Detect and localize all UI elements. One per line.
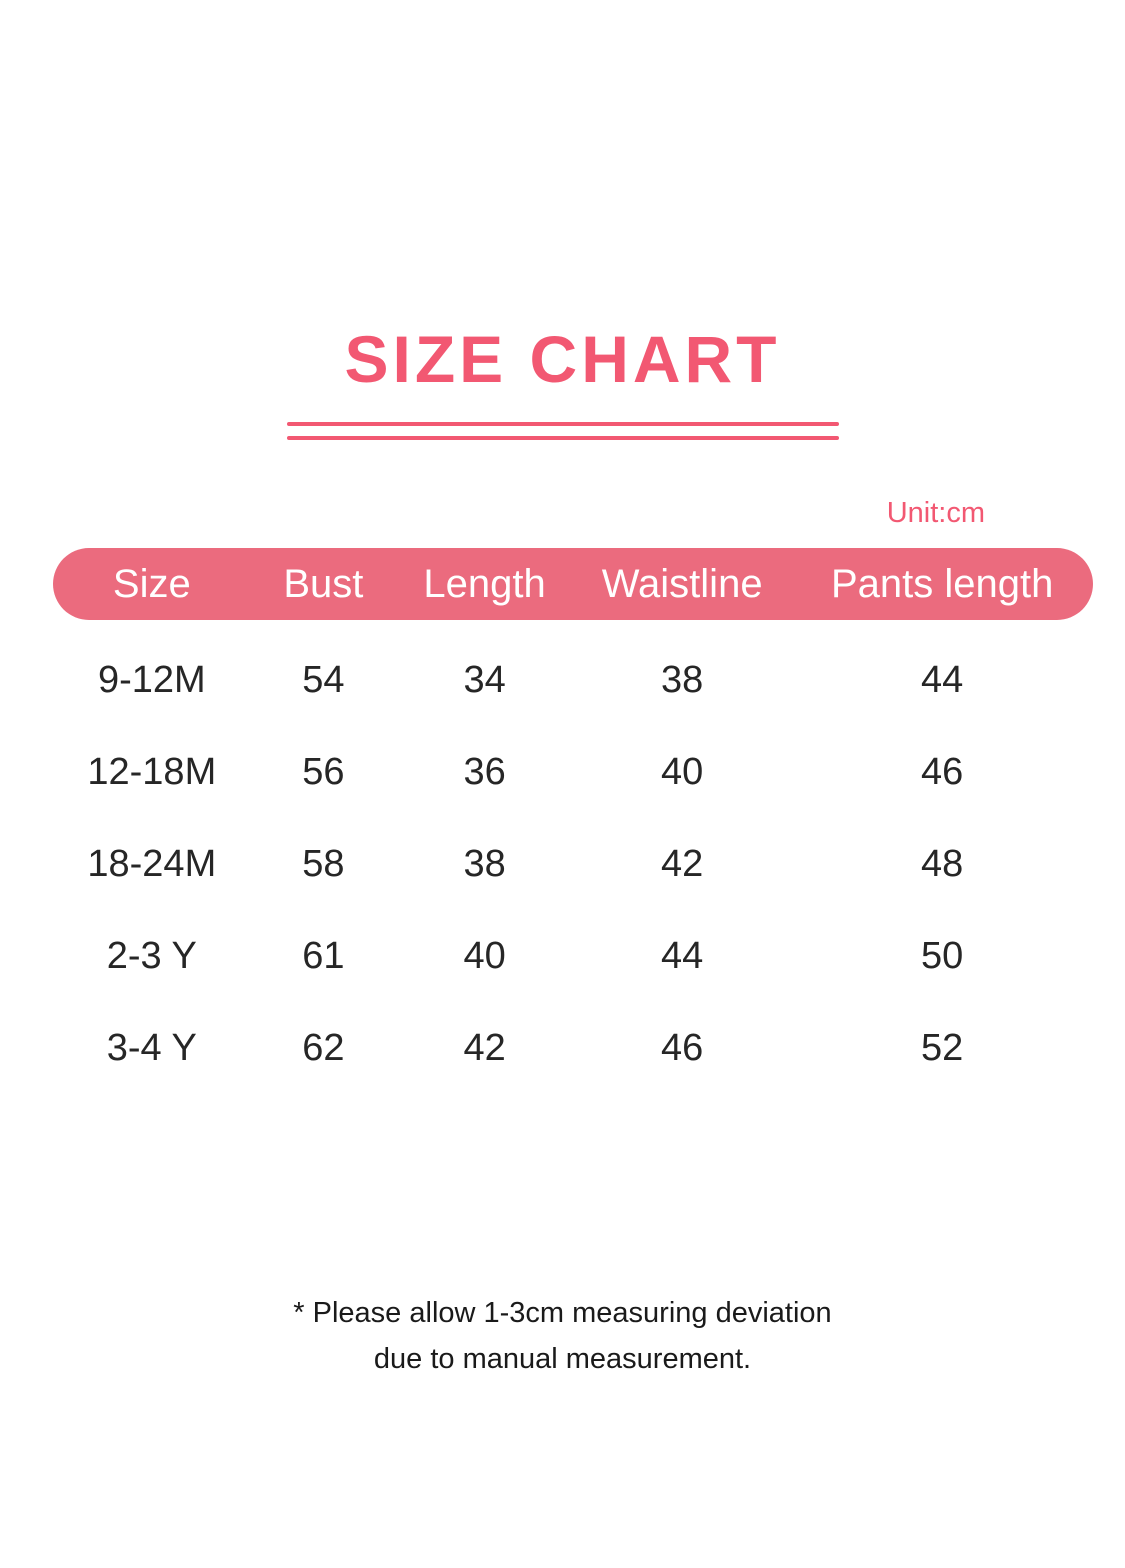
size-cell: 9-12M (97, 658, 206, 701)
title-underline (0, 422, 1125, 440)
column-header-pants-length: Pants length (830, 561, 1054, 606)
length-cell: 36 (463, 750, 506, 793)
bust-cell: 54 (302, 658, 345, 701)
size-cell: 3-4 Y (106, 1026, 197, 1069)
table-body (53, 634, 1093, 1094)
waistline-cell: 40 (661, 750, 704, 793)
table-header-row (53, 548, 1093, 620)
pants-length-cell: 46 (921, 750, 964, 793)
page-title: SIZE CHART (344, 322, 781, 396)
unit-label: Unit:cm (886, 497, 985, 529)
table-row (53, 634, 1093, 726)
waistline-cell: 42 (661, 842, 704, 885)
waistline-cell: 44 (661, 934, 704, 977)
size-table (53, 548, 1093, 1094)
table-row (53, 910, 1093, 1002)
size-cell: 2-3 Y (106, 934, 197, 977)
bust-cell: 62 (302, 1026, 345, 1069)
pants-length-cell: 50 (921, 934, 964, 977)
table-row (53, 1002, 1093, 1094)
bust-cell: 56 (302, 750, 345, 793)
waistline-cell: 46 (661, 1026, 704, 1069)
pants-length-cell: 44 (921, 658, 964, 701)
pants-length-cell: 52 (921, 1026, 964, 1069)
column-header-bust: Bust (283, 561, 364, 606)
column-header-waistline: Waistline (601, 561, 763, 606)
bust-cell: 58 (302, 842, 345, 885)
disclaimer-line-2: due to manual measurement. (373, 1343, 752, 1375)
table-row (53, 726, 1093, 818)
length-cell: 40 (463, 934, 506, 977)
title-underline-top (287, 422, 839, 426)
measurement-disclaimer (0, 1290, 1125, 1382)
length-cell: 34 (463, 658, 506, 701)
length-cell: 38 (463, 842, 506, 885)
table-row (53, 818, 1093, 910)
bust-cell: 61 (302, 934, 345, 977)
pants-length-cell: 48 (921, 842, 964, 885)
disclaimer-line-1: * Please allow 1-3cm measuring deviation (293, 1297, 832, 1329)
column-header-length: Length (423, 561, 546, 606)
size-cell: 12-18M (87, 750, 217, 793)
column-header-size: Size (112, 561, 191, 606)
waistline-cell: 38 (661, 658, 704, 701)
length-cell: 42 (463, 1026, 506, 1069)
title-underline-bottom (287, 436, 839, 440)
size-cell: 18-24M (87, 842, 217, 885)
